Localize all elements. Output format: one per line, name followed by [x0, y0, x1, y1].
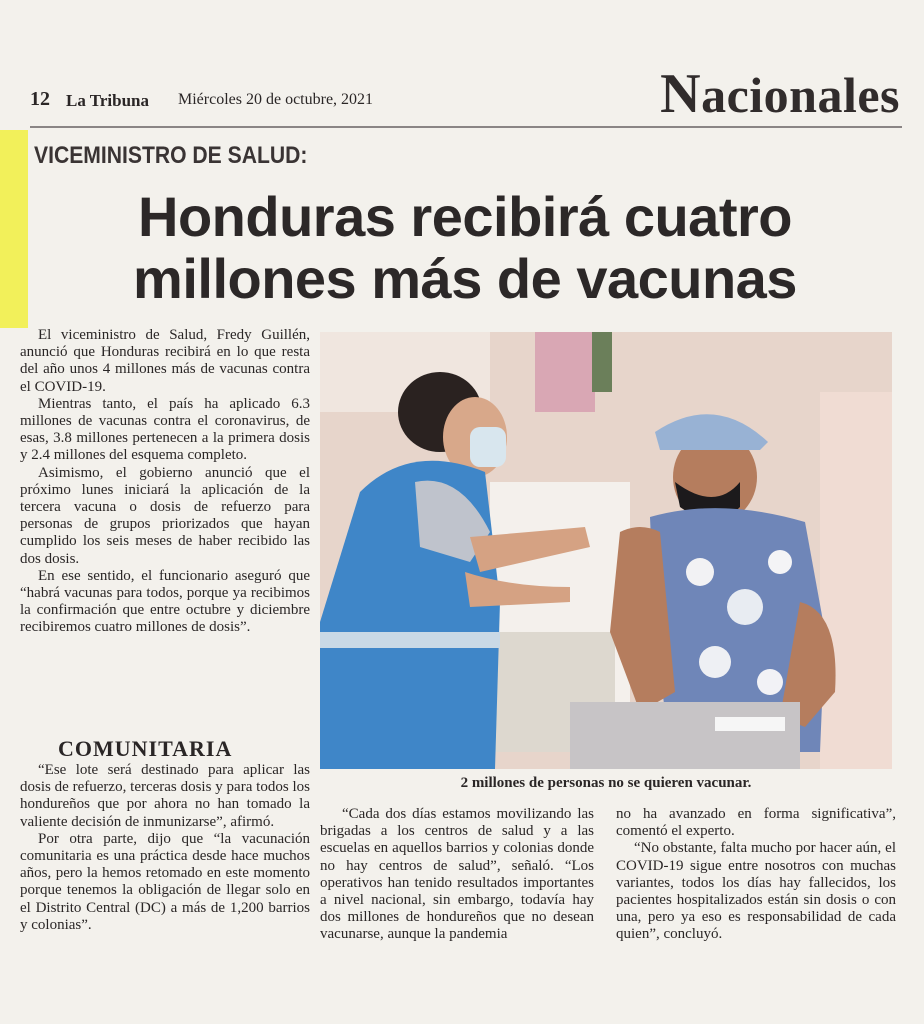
page-header: [30, 60, 902, 130]
paragraph: “Ese lote será destinado para aplicar las dosis de refuerzo, terceras dosis y para todos los hondureños que por ahora no han tomado la valiente decisión de inmunizarse”, afirmó.: [20, 762, 310, 830]
vaccination-photo: [320, 332, 892, 769]
issue-date: Miércoles 20 de octubre, 2021: [178, 91, 374, 108]
headline: [30, 186, 900, 310]
column-1-continued: [20, 762, 310, 934]
paragraph: En ese sentido, el funcionario aseguró que “habrá vacunas para todos, porque ya recibimos la confirmación que entre octubre y diciembre recibiremos cuatro millones de dosis”.: [20, 567, 310, 636]
paragraph: El viceministro de Salud, Fredy Guillén, anunció que Honduras recibirá en lo que resta del año unos 4 millones más de vacunas contra el COVID-19.: [20, 327, 310, 395]
section-initial: N: [660, 63, 702, 125]
highlighter-mark: [0, 130, 28, 328]
article-photo: [320, 332, 892, 769]
paragraph: Por otra parte, dijo que “la vacunación comunitaria es una práctica desde hace muchos años, pero la hemos retomado en este momento porque tenemos la obligación de llegar solo en el Distrito Central (DC) a más de 1,200 barrios y colonias”.: [20, 830, 310, 933]
column-2: [320, 806, 594, 944]
section-rest: acionales: [701, 67, 900, 123]
section-title: [660, 62, 900, 126]
headline-line-2: millones más de vacunas: [133, 247, 797, 310]
paragraph: Asimismo, el gobierno anunció que el próximo lunes iniciará la aplicación de la tercera vacuna o dosis de refuerzo para personas de grupos priorizados que hayan cumplido los seis meses de haber recibido las dos dosis.: [20, 464, 310, 567]
photo-caption: 2 millones de personas no se quieren vacunar.: [460, 775, 752, 791]
paper-name: La Tribuna: [66, 91, 149, 110]
paragraph: no ha avanzado en forma significativa”, comentó el experto.: [616, 806, 896, 840]
column-1: [20, 327, 310, 637]
paragraph: “Cada dos días estamos movilizando las brigadas a los centros de salud y a las escuelas en aquellos barrios y colonias donde no hay centros de salud”, señaló. “Los operativos han tenido resultados importantes a nivel nacional, sin embargo, todavía hay dos millones de hondureños que no desean vacunarse, aunque la pandemia: [320, 806, 594, 943]
page-number: 12: [30, 88, 50, 110]
column-3: [616, 806, 896, 944]
paragraph: “No obstante, falta mucho por hacer aún, el COVID-19 sigue entre nosotros con muchas variantes, todos los días hay fallecidos, los pacientes hospitalizados están sin dosis o con una, pero ya eso es responsabilidad de cada quien”, concluyó.: [616, 840, 896, 943]
subheading: COMUNITARIA: [58, 736, 233, 761]
paragraph: Mientras tanto, el país ha aplicado 6.3 millones de vacunas contra el coronavirus, de esas, 3.8 millones pertenecen a la primera dosis y 2.4 millones del esquema completo.: [20, 395, 310, 464]
kicker: VICEMINISTRO DE SALUD:: [34, 142, 308, 169]
header-rule: [30, 126, 902, 128]
headline-line-1: Honduras recibirá cuatro: [138, 185, 792, 248]
